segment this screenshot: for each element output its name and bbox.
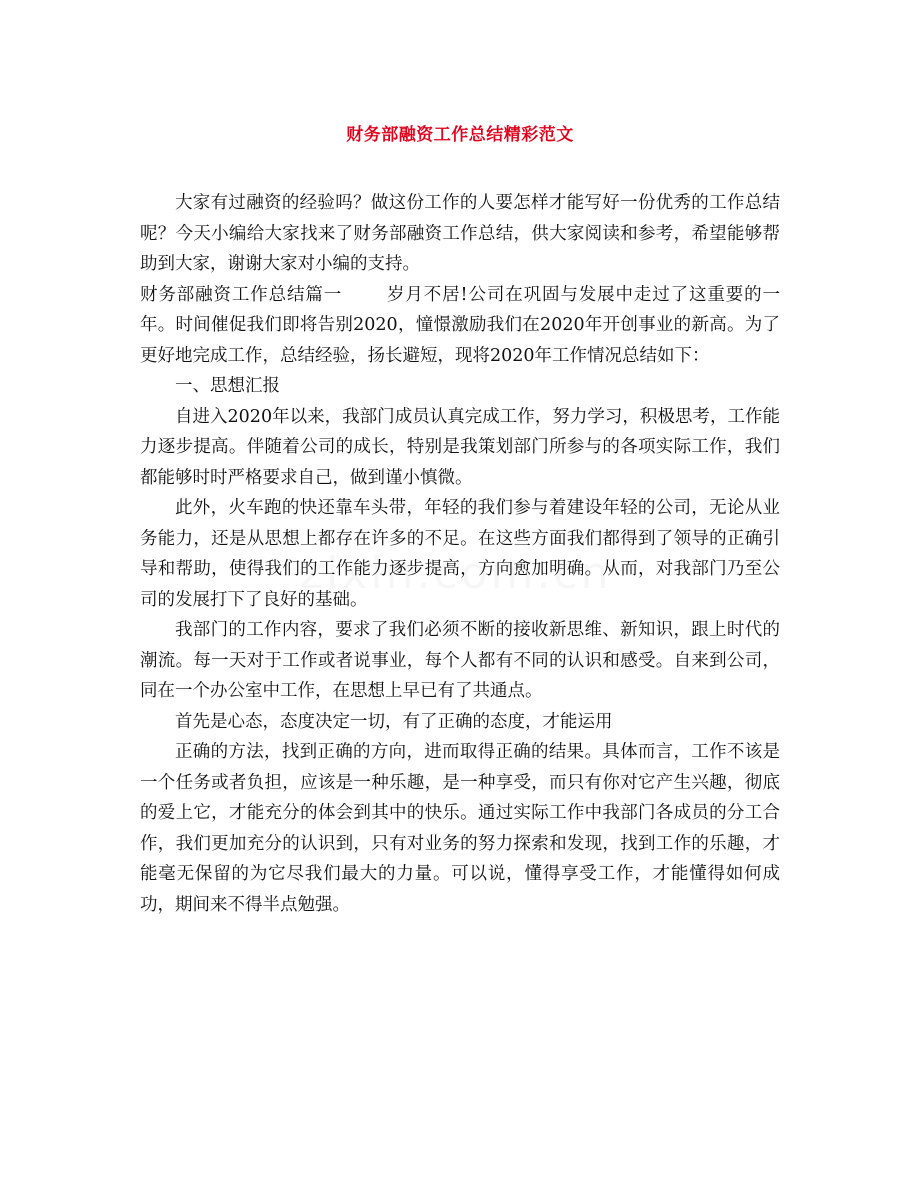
- intro-paragraph: 大家有过融资的经验吗？做这份工作的人要怎样才能写好一份优秀的工作总结呢？今天小编给大家找来了财务部融资工作总结，供大家阅读和参考，希望能够帮助到大家，谢谢大家对小编的支持。: [140, 193, 780, 274]
- body-paragraph-2: 此外，火车跑的快还靠车头带，年轻的我们参与着建设年轻的公司，无论从业务能力，还是从思想上都存在许多的不足。在这些方面我们都得到了领导的正确引导和帮助，使得我们的工作能力逐步提高，方向愈加明确。从而，对我部门乃至公司的发展打下了良好的基础。: [140, 498, 780, 610]
- heading-thought-report: 一、思想汇报: [175, 376, 280, 396]
- section-paragraph: [140, 280, 780, 372]
- body-paragraph-4: 首先是心态，态度决定一切，有了正确的态度，才能运用: [175, 711, 613, 732]
- section-text: 岁月不居!公司在巩固与发展中走过了这重要的一年。时间催促我们即将告别2020，憧憬激励我们在2020年开创事业的新高。为了更好地完成工作，总结经验，扬长避短，现将2020年工作情况总结如下：: [140, 284, 780, 366]
- body-paragraph-3: 我部门的工作内容，要求了我们必须不断的接收新思维、新知识，跟上时代的潮流。每一天对于工作或者说事业，每个人都有不同的认识和感受。自来到公司，同在一个办公室中工作，在思想上早已有了共通点。: [140, 620, 780, 701]
- document-body: [140, 188, 780, 920]
- body-paragraph-5: 正确的方法，找到正确的方向，进而取得正确的结果。具体而言，工作不该是一个任务或者负担，应该是一种乐趣，是一种享受，而只有你对它产生兴趣，彻底的爱上它，才能充分的体会到其中的快乐。通过实际工作中我部门各成员的分工合作，我们更加充分的认识到，只有对业务的努力探索和发现，找到工作的乐趣，才能毫无保留的为它尽我们最大的力量。可以说，懂得享受工作，才能懂得如何成功，期间来不得半点勉强。: [140, 742, 780, 915]
- document-title: 财务部融资工作总结精彩范文: [346, 125, 574, 145]
- body-paragraph-1: 自进入2020年以来，我部门成员认真完成工作，努力学习，积极思考，工作能力逐步提高。伴随着公司的成长，特别是我策划部门所参与的各项实际工作，我们都能够时时严格要求自己，做到谨小慎微。: [140, 406, 780, 488]
- section-heading: 财务部融资工作总结篇一: [140, 284, 343, 305]
